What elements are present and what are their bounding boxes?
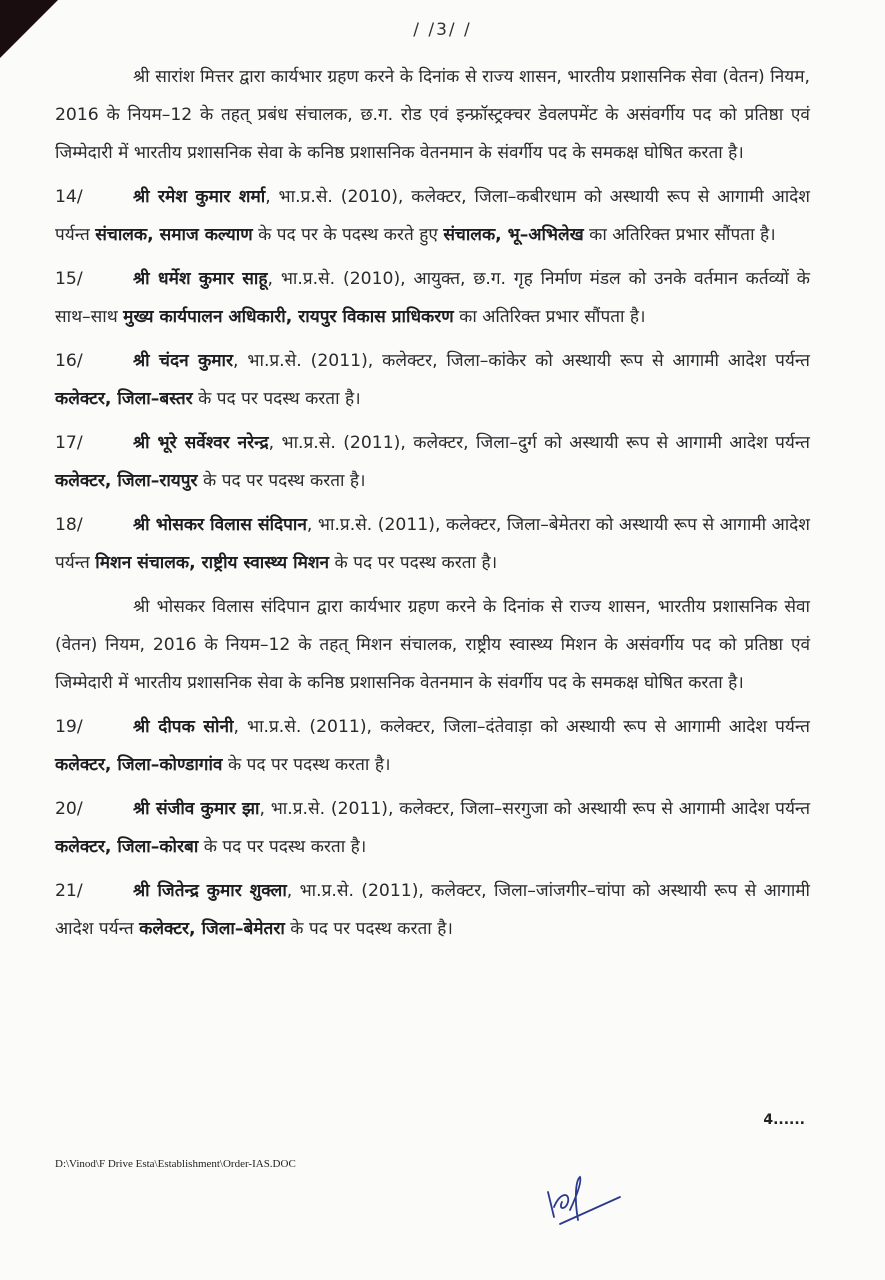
posting-title: कलेक्टर, जिला–रायपुर: [55, 471, 198, 491]
order-item-19: [55, 708, 810, 784]
item-text: का अतिरिक्त प्रभार सौंपता है।: [583, 225, 776, 245]
item-text: , भा.प्र.से. (2011), कलेक्टर, जिला–कांकेर को अस्थायी रूप से आगामी आदेश पर्यन्त: [233, 351, 810, 371]
item-text: के पद पर पदस्थ करता है।: [197, 471, 366, 491]
order-item-20: [55, 790, 810, 866]
item-number: 18/: [55, 515, 83, 535]
item-text: , भा.प्र.से. (2010), आयुक्त, छ.ग. गृह निर्माण मंडल को उनके वर्तमान कर्तव्यों के साथ–साथ: [55, 269, 810, 327]
officer-name: श्री भोसकर विलास संदिपान: [133, 515, 307, 535]
continuation-marker: 4......: [763, 1112, 805, 1128]
posting-title: कलेक्टर, जिला–कोण्डागांव: [55, 755, 223, 775]
document-body: [55, 58, 810, 954]
order-item-15: [55, 260, 810, 336]
item-text: के पद पर पदस्थ करता है।: [198, 837, 367, 857]
item-text: , भा.प्र.से. (2011), कलेक्टर, जिला–बेमेतरा को अस्थायी रूप से आगामी आदेश पर्यन्त: [55, 515, 810, 573]
item-number: 16/: [55, 351, 83, 371]
item-text: , भा.प्र.से. (2011), कलेक्टर, जिला–दुर्ग को अस्थायी रूप से आगामी आदेश पर्यन्त: [268, 433, 810, 453]
officer-name: श्री धर्मेश कुमार साहू: [133, 269, 268, 289]
item-number: 19/: [55, 717, 83, 737]
officer-name: श्री भूरे सर्वेश्वर नरेन्द्र: [133, 433, 269, 453]
order-item-18: [55, 506, 810, 582]
officer-name: श्री जितेन्द्र कुमार शुक्ला: [133, 881, 287, 901]
item-number: 15/: [55, 269, 83, 289]
item-text: के पद पर के पदस्थ करते हुए: [252, 225, 444, 245]
item-number: 21/: [55, 881, 83, 901]
posting-title: कलेक्टर, जिला–बेमेतरा: [139, 919, 285, 939]
order-item-14: [55, 178, 810, 254]
officer-name: श्री चंदन कुमार: [133, 351, 234, 371]
order-item-21: [55, 872, 810, 948]
officer-name: श्री दीपक सोनी: [133, 717, 234, 737]
posting-title: मिशन संचालक, राष्ट्रीय स्वास्थ्य मिशन: [95, 553, 330, 573]
page-number: / /3/ /: [413, 20, 472, 40]
item-text: , भा.प्र.से. (2011), कलेक्टर, जिला–सरगुजा को अस्थायी रूप से आगामी आदेश पर्यन्त: [259, 799, 811, 819]
additional-charge: संचालक, भू–अभिलेख: [443, 225, 584, 245]
posting-title: कलेक्टर, जिला–कोरबा: [55, 837, 199, 857]
item-text: के पद पर पदस्थ करता है।: [329, 553, 498, 573]
item-number: 17/: [55, 433, 83, 453]
signature-initials: [540, 1162, 630, 1232]
posting-title: कलेक्टर, जिला–बस्तर: [55, 389, 193, 409]
officer-name: श्री संजीव कुमार झा: [133, 799, 260, 819]
item-text: का अतिरिक्त प्रभार सौंपता है।: [453, 307, 646, 327]
item-text: , भा.प्र.से. (2011), कलेक्टर, जिला–जांजगीर–चांपा को अस्थायी रूप से आगामी आदेश पर्यन्त: [55, 881, 810, 939]
order-item-16: [55, 342, 810, 418]
item-text: के पद पर पदस्थ करता है।: [284, 919, 453, 939]
item-number: 20/: [55, 799, 83, 819]
intro-paragraph: श्री सारांश मित्तर द्वारा कार्यभार ग्रहण करने के दिनांक से राज्य शासन, भारतीय प्रशासनिक सेवा (वेतन) नियम, 2016 के नियम–12 के तहत् प्रबंध संचालक, छ.ग. रोड एवं इन्फ्रॉस्ट्रक्चर डेवलपमेंट के असंवर्गीय पद को प्रतिष्ठा एवं जिम्मेदारी में भारतीय प्रशासनिक सेवा के कनिष्ठ प्रशासनिक वेतनमान के संवर्गीय पद के समकक्ष घोषित करता है।: [55, 67, 810, 163]
item-number: 14/: [55, 187, 83, 207]
file-path: D:\Vinod\F Drive Esta\Establishment\Order-IAS.DOC: [55, 1158, 296, 1170]
item-text: , भा.प्र.से. (2011), कलेक्टर, जिला–दंतेवाड़ा को अस्थायी रूप से आगामी आदेश पर्यन्त: [233, 717, 810, 737]
item-text: के पद पर पदस्थ करता है।: [192, 389, 361, 409]
item-text: , भा.प्र.से. (2010), कलेक्टर, जिला–कबीरधाम को अस्थायी रूप से आगामी आदेश पर्यन्त: [55, 187, 810, 245]
officer-name: श्री रमेश कुमार शर्मा: [133, 187, 266, 207]
item-text: के पद पर पदस्थ करता है।: [222, 755, 391, 775]
posting-title: मुख्य कार्यपालन अधिकारी, रायपुर विकास प्राधिकरण: [123, 307, 454, 327]
order-item-17: [55, 424, 810, 500]
note-paragraph: श्री भोसकर विलास संदिपान द्वारा कार्यभार ग्रहण करने के दिनांक से राज्य शासन, भारतीय प्रशासनिक सेवा (वेतन) नियम, 2016 के नियम–12 के तहत् मिशन संचालक, राष्ट्रीय स्वास्थ्य मिशन के असंवर्गीय पद को प्रतिष्ठा एवं जिम्मेदारी में भारतीय प्रशासनिक सेवा के कनिष्ठ प्रशासनिक वेतनमान के संवर्गीय पद के समकक्ष घोषित करता है।: [55, 597, 810, 693]
posting-title: संचालक, समाज कल्याण: [95, 225, 253, 245]
